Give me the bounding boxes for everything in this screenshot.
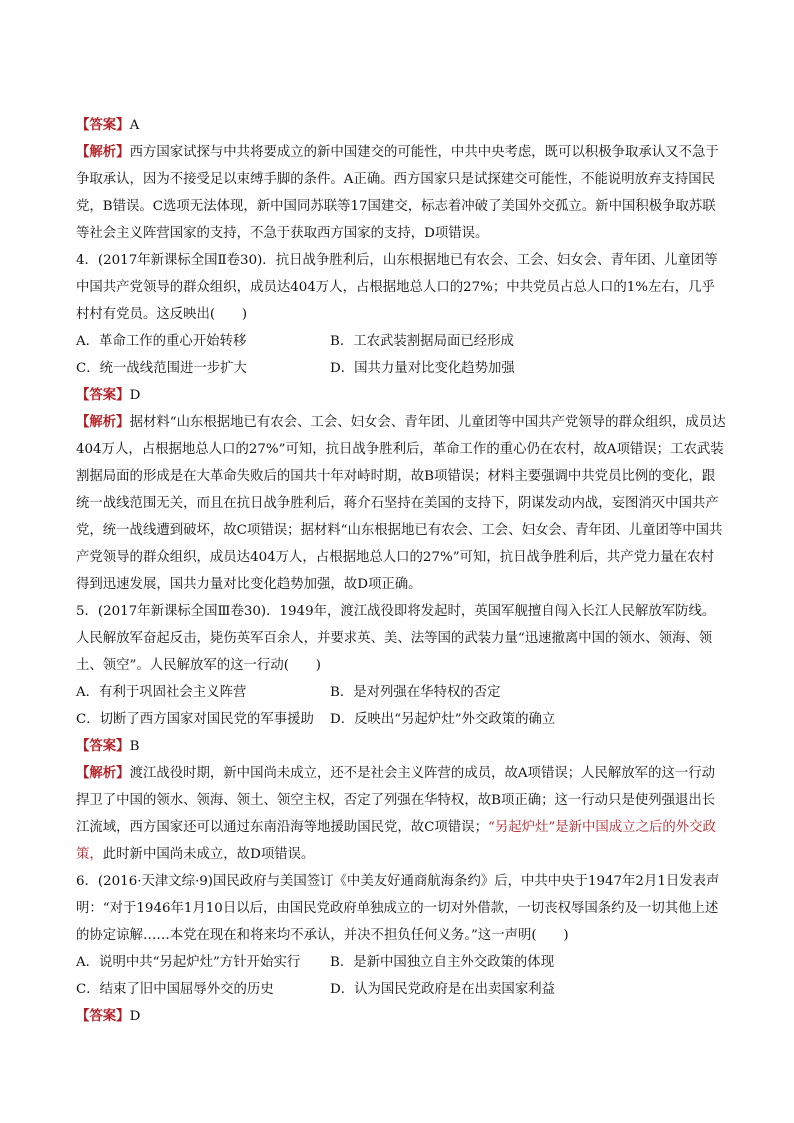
question-4-stem: 4．(2017年新课标全国Ⅱ卷30)．抗日战争胜利后，山东根据地已有农会、工会、妇女会、青年团、儿童团等中国共产党领导的群众组织，成员达404万人，占根据地总人口的27%；中共党员占总人口的1%左右，几乎村村有党员。这反映出( ) bbox=[76, 253, 718, 322]
analysis-text: 西方国家试探与中共将要成立的新中国建交的可能性，中共中央考虑，既可以积极争取承认又不急于争取承认，因为不接受足以束缚手脚的条件。A正确。西方国家只是试探建交可能性，不能说明放弃支持国民党，B错误。C选项无法体现，新中国同苏联等17国建交，标志着冲破了美国外交孤立。新中国积极争取苏联等社会主义阵营国家的支持，不急于获取西方国家的支持，D项错误。 bbox=[76, 145, 719, 241]
answer-value: B bbox=[129, 739, 140, 754]
analysis-tail: 此时新中国尚未成立，故D项错误。 bbox=[102, 847, 315, 862]
answer-line bbox=[76, 733, 726, 760]
answer-tag: 【答案】 bbox=[76, 387, 130, 403]
answer-line bbox=[76, 112, 726, 139]
option-d: D．认为国民党政府是在出卖国家利益 bbox=[330, 982, 555, 997]
option-c: C．结束了旧中国屈辱外交的历史 bbox=[76, 982, 274, 997]
question-6-options bbox=[76, 949, 726, 1003]
answer-value: D bbox=[129, 1009, 141, 1024]
option-c: C．统一战线范围进一步扩大 bbox=[76, 361, 247, 376]
option-a: A．革命工作的重心开始转移 bbox=[76, 334, 247, 349]
answer-line bbox=[76, 382, 726, 409]
answer-value: A bbox=[129, 118, 140, 133]
analysis-tag: 【解析】 bbox=[76, 414, 130, 430]
option-b: B．是对列强在华特权的否定 bbox=[330, 685, 501, 700]
option-b: B．是新中国独立自主外交政策的体现 bbox=[330, 955, 555, 970]
document-body bbox=[76, 112, 726, 1030]
option-c: C．切断了西方国家对国民党的军事援助 bbox=[76, 712, 314, 727]
option-a: A．有利于巩固社会主义阵营 bbox=[76, 685, 247, 700]
question-4-options bbox=[76, 328, 726, 382]
analysis-paragraph bbox=[76, 409, 726, 598]
analysis-tag: 【解析】 bbox=[76, 144, 130, 160]
answer-value: D bbox=[129, 388, 141, 403]
question-5-stem: 5．(2017年新课标全国Ⅲ卷30)．1949年，渡江战役即将发起时，英国军舰擅自闯入长江人民解放军防线。人民解放军奋起反击，毙伤英军百余人，并要求英、美、法等国的武装力量“迅速撤离中国的领水、领海、领土、领空”。人民解放军的这一行动( ) bbox=[76, 604, 716, 673]
answer-tag: 【答案】 bbox=[76, 738, 130, 754]
option-a: A．说明中共“另起炉灶”方针开始实行 bbox=[76, 955, 301, 970]
option-d: D．反映出“另起炉灶”外交政策的确立 bbox=[330, 712, 556, 727]
question-5-options bbox=[76, 679, 726, 733]
analysis-paragraph bbox=[76, 139, 726, 247]
analysis-paragraph bbox=[76, 760, 726, 868]
analysis-text: 据材料“山东根据地已有农会、工会、妇女会、青年团、儿童团等中国共产党领导的群众组织，成员达404万人，占根据地总人口的27%”可知，抗日战争胜利后，革命工作的重心仍在农村，故A项错误；工农武装割据局面的形成是在大革命失败后的国共十年对峙时期，故B项错误；材料主要强调中共党员比例的变化，跟统一战线范围无关，而且在抗日战争胜利后，蒋介石坚持在美国的支持下，阴谋发动内战，妄图消灭中国共产党，统一战线遭到破坏，故C项错误；据材料“山东根据地已有农会、工会、妇女会、青年团、儿童团等中国共产党领导的群众组织，成员达404万人，占根据地总人口的27%”可知，抗日战争胜利后，共产党力量在农村得到迅速发展，国共力量对比变化趋势加强，故D项正确。 bbox=[76, 415, 726, 592]
option-b: B．工农武装割据局面已经形成 bbox=[330, 334, 514, 349]
analysis-highlight: “另起炉灶”是新中国成立之后的外交政策， bbox=[76, 820, 716, 862]
option-d: D．国共力量对比变化趋势加强 bbox=[330, 361, 515, 376]
answer-line bbox=[76, 1003, 726, 1030]
answer-tag: 【答案】 bbox=[76, 117, 130, 133]
answer-tag: 【答案】 bbox=[76, 1008, 130, 1024]
analysis-text: 渡江战役时期，新中国尚未成立，还不是社会主义阵营的成员，故A项错误；人民解放军的这一行动捍卫了中国的领水、领海、领土、领空主权，否定了列强在华特权，故B项正确；这一行动只是使列强退出长江流域，西方国家还可以通过东南沿海等地援助国民党，故C项错误； bbox=[76, 766, 716, 835]
question-6-stem: 6．(2016·天津文综·9)国民政府与美国签订《中美友好通商航海条约》后，中共中央于1947年2月1日发表声明：“对于1946年1月10日以后，由国民党政府单独成立的一切对外借款，一切丧权辱国条约及一切其他上述的协定谅解……本党在现在和将来均不承认，并决不担负任何义务。”这一声明( ) bbox=[76, 874, 720, 943]
analysis-tag: 【解析】 bbox=[76, 765, 130, 781]
